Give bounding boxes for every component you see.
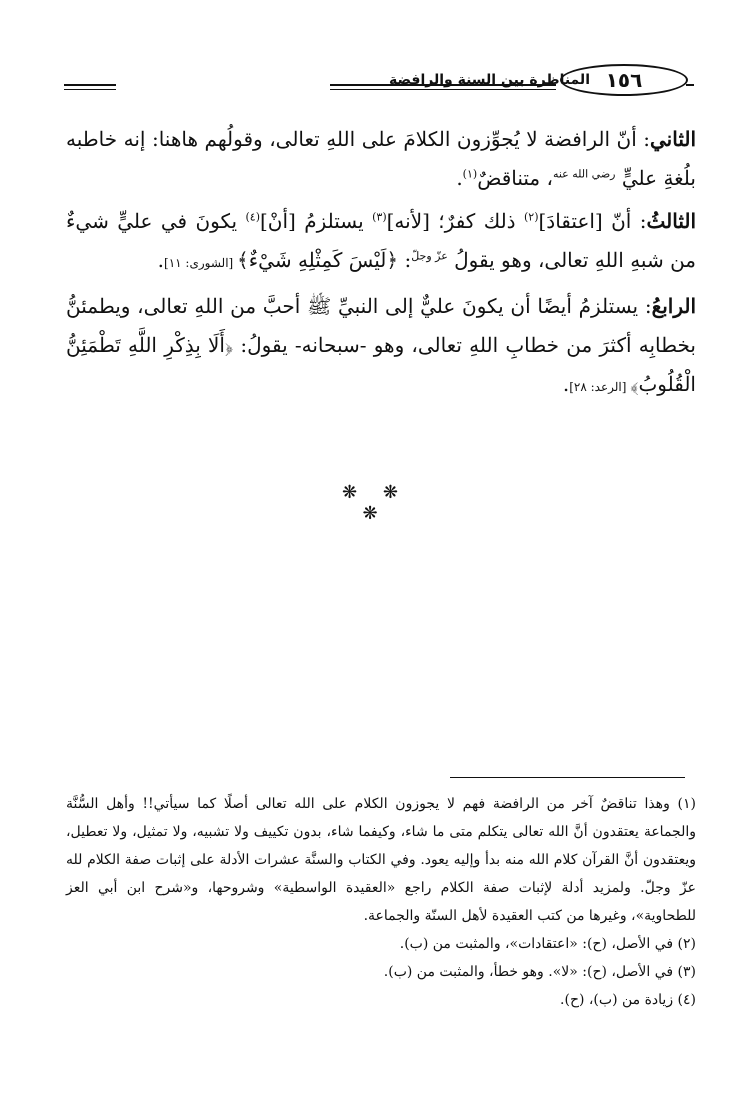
header-rule-middle-thin [330, 89, 556, 90]
footnote-1: (١) وهذا تناقضٌ آخر من الرافضة فهم لا يجوزون الكلام على الله تعالى أصلًا كما سيأتي!! وأهل السُّنَّة والجماعة يعتقدون أنَّ الله تعالى يتكلم متى ما شاء، وكيفما شاء، بدون تكييف ولا تشبيه، ولا تمثيل، ولا تعطيل، ويعتقدون أنَّ القرآن كلام الله منه بدأ وإليه يعود. وفي الكتاب والسنَّة عشرات الأدلة على إثبات صفة الكلام لله عزّ وجلّ. ولمزيد أدلة لإثبات صفة الكلام راجع «العقيدة الواسطية» وشروحها، و«شرح ابن أبي العز للطحاوية»، وغيرها من كتب العقيدة لأهل السنّة والجماعة. [66, 796, 696, 924]
footnote-ref-2: (٢) [523, 210, 539, 224]
honorific: رضي الله عنه [552, 167, 616, 181]
page-header [60, 62, 694, 102]
header-rule-left-thin [64, 89, 116, 90]
paragraph-lead: الثاني [649, 127, 696, 151]
paragraph-lead: الرابعُ [651, 294, 697, 318]
paragraph-text: : يستلزمُ أيضًا أن يكونَ عليٌّ إلى النبيِّ [331, 294, 652, 318]
quran-verse: ﴿أَلَا بِذِكْرِ اللَّهِ تَطْمَئِنُّ الْقُلُوبُ﴾ [66, 333, 696, 396]
footnote-separator [450, 777, 685, 778]
running-title: المناظرة بين السنة والرافضة [389, 72, 590, 88]
page-number: ١٥٦ [560, 64, 688, 96]
surah-citation: [الشورى: ١١] [164, 256, 238, 270]
paragraph-third [66, 202, 696, 283]
paragraph-text: : أنّ الرافضة لا يُجوِّزون الكلامَ على اللهِ تعالى، وقولُهم هاهنا: إنه خاطبه بلُغةِ عليٍّ [66, 127, 696, 190]
surah-citation: [الرعد: ٢٨] [569, 380, 631, 394]
paragraph-text: ، متناقضٌ [477, 166, 553, 190]
footnotes [66, 790, 696, 1014]
paragraph-text: . [562, 372, 570, 396]
paragraph-text: : [398, 248, 412, 272]
paragraph-lead: الثالثُ [646, 209, 697, 233]
paragraph-text: . [456, 166, 463, 190]
footnote-4: (٤) زيادة من (ب)، (ح). [560, 992, 696, 1008]
paragraph-text: : أنّ [اعتقادَ] [538, 209, 647, 233]
footnote-2: (٢) في الأصل، (ح): «اعتقادات»، والمثبت من (ب). [399, 936, 696, 952]
footnote-ref-1: (١) [462, 167, 478, 181]
header-rule-left [64, 84, 116, 86]
quran-verse: ﴿لَيْسَ كَمِثْلِهِ شَيْءٌ﴾ [237, 248, 399, 272]
honorific: عزّ وجلّ [411, 249, 448, 263]
paragraph-text: . [157, 248, 165, 272]
section-divider-stars: ❋ ❋ ❋ [342, 482, 408, 524]
main-text [66, 120, 696, 411]
honorific: ﷺ [307, 294, 332, 318]
paragraph-text: ذلك كفرٌ؛ [لأنه] [386, 209, 524, 233]
paragraph-text: يستلزمُ [أنْ] [259, 209, 373, 233]
footnote-ref-3: (٣) [372, 210, 387, 224]
header-rule-right [686, 84, 694, 86]
paragraph-fourth [66, 287, 696, 407]
footnote-ref-4: (٤) [245, 210, 260, 224]
paragraph-second [66, 120, 696, 198]
paragraph-text: أحبَّ من اللهِ تعالى، ويطمئنُّ بخطابِه أكثرَ من خطابِ اللهِ تعالى، وهو -سبحانه- يقولُ: [66, 294, 696, 357]
footnote-3: (٣) في الأصل، (ح): «لا». وهو خطأ، والمثبت من (ب). [383, 964, 696, 980]
paragraph-text: يكونَ في عليٍّ شيءٌ من شبهِ اللهِ تعالى، وهو يقولُ [66, 209, 696, 272]
